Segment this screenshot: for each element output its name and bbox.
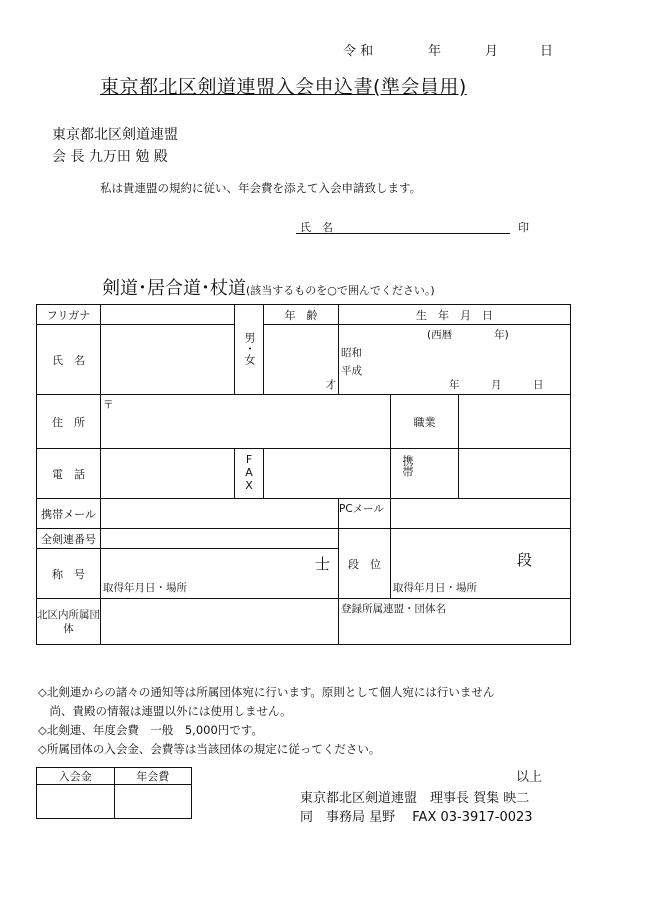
- gender-options: 男・女: [243, 331, 256, 365]
- group-label: 北区内所属団体: [37, 599, 101, 645]
- pc-mail-text: PCメール: [339, 503, 384, 515]
- signature-label: 氏 名: [300, 221, 333, 234]
- furigana-label: フリガナ: [37, 305, 101, 325]
- age-unit: 才: [325, 379, 336, 391]
- discipline-options: 剣道･居合道･杖道: [102, 278, 246, 299]
- dan-label: 段 位: [339, 529, 391, 599]
- note-4: ◇所属団体の入会金、会費等は当該団体の規定に従ってください。: [38, 742, 381, 756]
- seireki-label: (西暦 年): [427, 329, 509, 341]
- discipline-note: (該当するものを○で囲んでください。): [246, 284, 435, 297]
- mobile-field[interactable]: [459, 449, 571, 499]
- mobile-label: 携帯: [401, 455, 414, 477]
- shi-unit: 士: [314, 555, 330, 573]
- note-1: ◇北剣連からの諸々の通知等は所属団体宛に行います。原則として個人宛には行いません: [38, 685, 495, 699]
- fax-label: [235, 449, 264, 499]
- name-label: 氏 名: [37, 325, 101, 395]
- title-field[interactable]: [101, 549, 339, 599]
- footer-chair: 東京都北区剣道連盟 理事長 賀集 映二: [300, 791, 530, 806]
- showa-option[interactable]: 昭和: [341, 347, 362, 359]
- age-field[interactable]: [264, 325, 339, 395]
- footer-office: 同 事務局 星野 FAX 03-3917-0023: [300, 810, 533, 825]
- phone-label: 電 話: [37, 449, 101, 499]
- entry-fee-label: 入会金: [37, 768, 115, 785]
- dan-field[interactable]: [391, 529, 571, 599]
- mobile-cell[interactable]: [391, 449, 459, 499]
- age-label: 年 齢: [264, 305, 339, 325]
- document-title: 東京都北区剣道連盟入会申込書(準会員用): [100, 76, 467, 98]
- address-label: 住 所: [37, 395, 101, 449]
- group-field[interactable]: [101, 599, 339, 645]
- annual-fee-label: 年会費: [114, 768, 192, 785]
- birth-label: 生 年 月 日: [339, 305, 571, 325]
- birth-ymd: 年 月 日: [449, 379, 544, 391]
- closing-mark: 以上: [516, 770, 543, 785]
- name-field[interactable]: [101, 325, 235, 395]
- fax-field[interactable]: [264, 449, 391, 499]
- title-label: 称 号: [37, 549, 101, 599]
- member-no-field[interactable]: [101, 529, 339, 549]
- entry-fee-field[interactable]: [37, 785, 115, 819]
- note-3: ◇北剣連、年度会費 一般 5,000円です。: [38, 723, 263, 737]
- reg-group-label: 登録所属連盟・団体名: [341, 603, 446, 615]
- declaration: 私は貴連盟の規約に従い、年会費を添えて入会申請致します。: [100, 181, 422, 195]
- application-form: [36, 304, 571, 645]
- address-field[interactable]: [101, 395, 391, 449]
- note-2: 尚、貴殿の情報は連盟以外には使用しません。: [38, 704, 292, 718]
- occupation-label: 職業: [391, 395, 459, 449]
- furigana-field[interactable]: [101, 305, 235, 325]
- postal-mark: 〒: [103, 399, 114, 411]
- reg-group-field[interactable]: [339, 599, 571, 645]
- fee-table: [36, 767, 192, 819]
- annual-fee-field[interactable]: [114, 785, 192, 819]
- mobile-mail-label: 携帯メール: [37, 499, 101, 529]
- birth-field[interactable]: [339, 325, 571, 395]
- phone-field[interactable]: [101, 449, 235, 499]
- date-line: [0, 40, 670, 58]
- fax-text: FAX: [242, 452, 256, 492]
- heisei-option[interactable]: 平成: [341, 365, 362, 377]
- addressee-org: 東京都北区剣道連盟: [52, 127, 178, 143]
- member-no-label: 全剣連番号: [37, 529, 101, 549]
- seal-mark: 印: [518, 221, 529, 234]
- date-month: 月: [485, 44, 499, 59]
- notes: [38, 683, 494, 759]
- title-acquired-label: 取得年月日・場所: [103, 582, 187, 594]
- dan-acquired-label: 取得年月日・場所: [393, 582, 477, 594]
- occupation-field[interactable]: [459, 395, 571, 449]
- dan-unit: 段: [516, 551, 532, 569]
- date-era: 令 和: [343, 44, 374, 59]
- discipline-subtitle: [102, 274, 435, 300]
- date-day: 日: [540, 44, 554, 59]
- mobile-mail-field[interactable]: [101, 499, 339, 529]
- addressee-president: 会 長 九万田 勉 殿: [52, 149, 168, 165]
- signature-line[interactable]: [296, 233, 510, 234]
- date-year: 年: [428, 44, 442, 59]
- pc-mail-field[interactable]: [391, 499, 571, 529]
- gender-cell[interactable]: [235, 305, 264, 395]
- pc-mail-label: [339, 499, 391, 529]
